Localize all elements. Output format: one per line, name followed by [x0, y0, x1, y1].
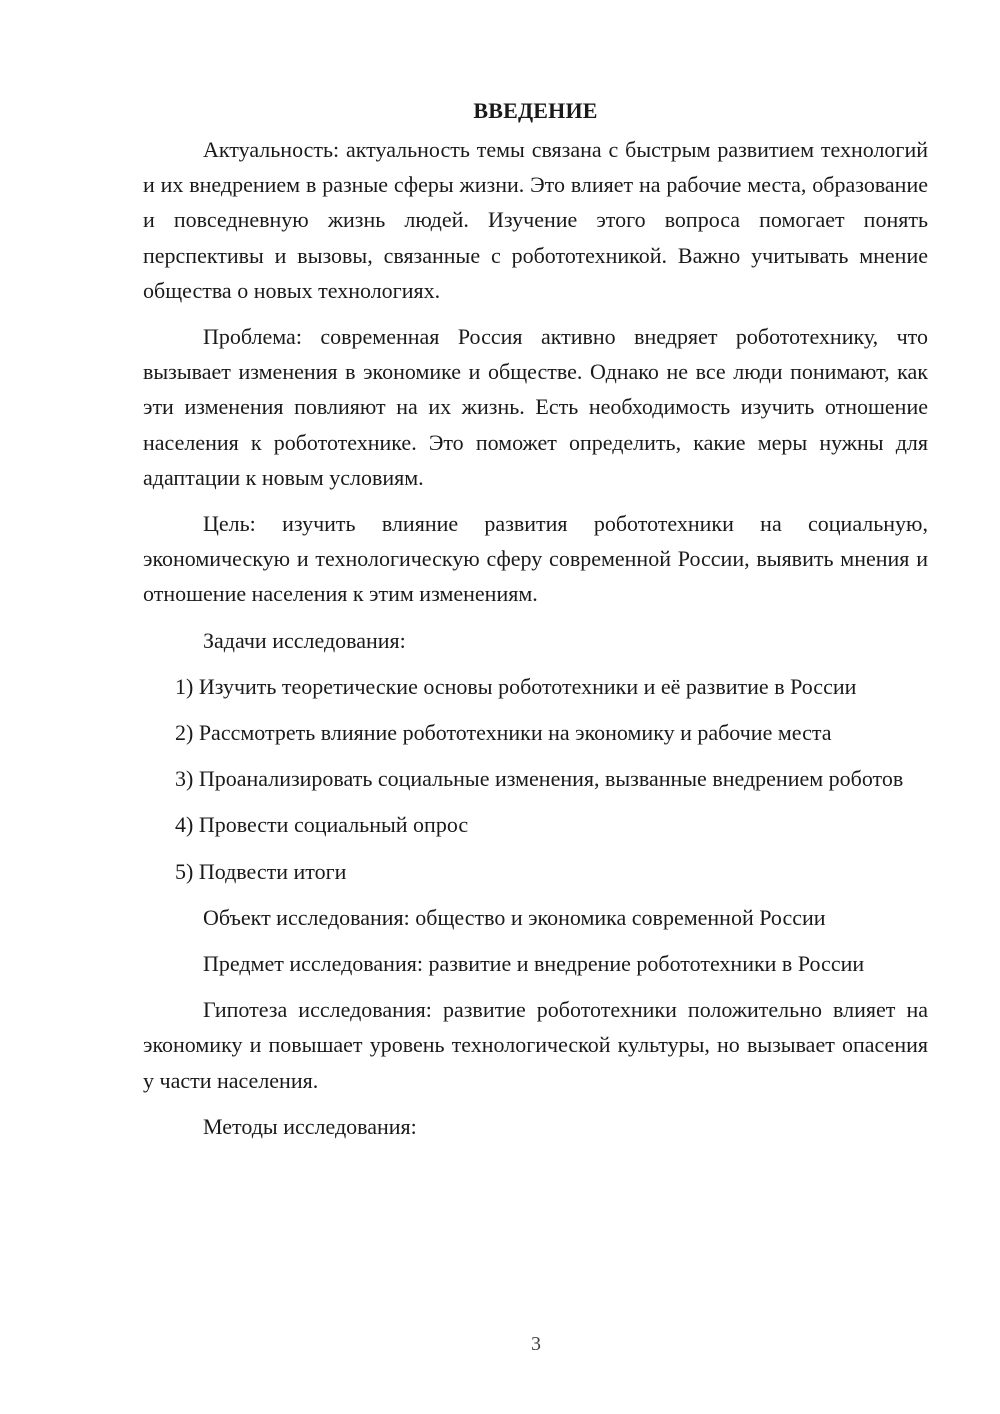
paragraph-object: Объект исследования: общество и экономика современной России — [203, 904, 826, 930]
task-item: 4) Провести социальный опрос — [175, 812, 469, 838]
task-item: 2) Рассмотреть влияние робототехники на экономику и рабочие места — [175, 720, 832, 746]
section-heading: ВВЕДЕНИЕ — [473, 98, 598, 123]
task-item: 1) Изучить теоретические основы робототехники и её развитие в России — [175, 673, 857, 699]
paragraph-goal: Цель: изучить влияние развития робототехники на социальную, экономическую и технологическую сферу современной России, выявить мнения и отношение населения к этим изменениям. — [143, 511, 928, 607]
paragraph-tasks-title: Задачи исследования: — [203, 627, 406, 653]
paragraph-problem: Проблема: современная Россия активно внедряет робототехнику, что вызывает изменения в экономике и обществе. Однако не все люди понимают, как эти изменения повлияют на их жизнь. Есть необходимость изучить отношение населения к робототехнике. Это поможет определить, какие меры нужны для адаптации к новым условиям. — [143, 324, 928, 490]
paragraph-methods: Методы исследования: — [203, 1113, 417, 1139]
task-item: 3) Проанализировать социальные изменения, вызванные внедрением роботов — [175, 766, 904, 792]
paragraph-subject: Предмет исследования: развитие и внедрение робототехники в России — [203, 951, 865, 977]
task-item: 5) Подвести итоги — [175, 858, 347, 884]
page-content — [143, 96, 928, 1144]
page-number: 3 — [531, 1333, 541, 1355]
paragraph-relevance: Актуальность: актуальность темы связана с быстрым развитием технологий и их внедрением в разные сферы жизни. Это влияет на рабочие места, образование и повседневную жизнь людей. Изучение этого вопроса помогает понять перспективы и вызовы, связанные с робототехникой. Важно учитывать мнение общества о новых технологиях. — [143, 137, 928, 303]
paragraph-hypothesis: Гипотеза исследования: развитие робототехники положительно влияет на экономику и повышает уровень технологической культуры, но вызывает опасения у части населения. — [143, 997, 928, 1093]
